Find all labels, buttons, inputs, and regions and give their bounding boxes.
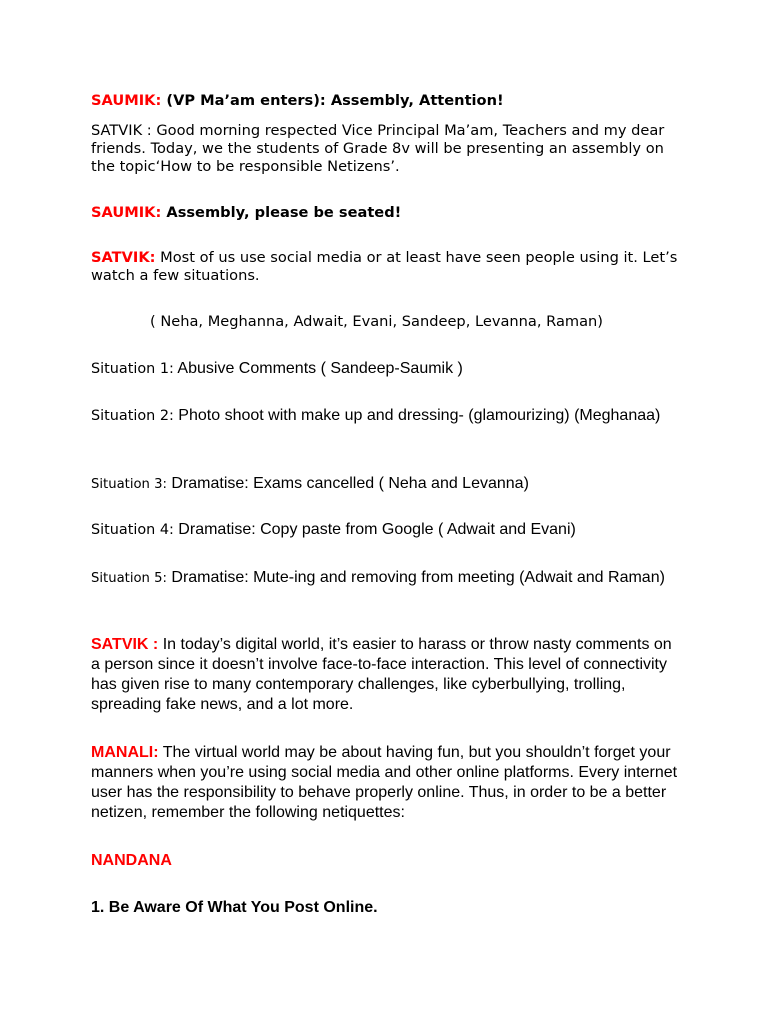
line-text: SATVIK : Good morning respected Vice Principal Ma’am, Teachers and my dear friends. Today, we the students of Grade 8v will be presenting an assembly on the topic‘How to be responsible Netizens’.: [91, 122, 665, 175]
situation-label: Situation 3:: [91, 477, 167, 492]
situation-label: Situation 4:: [91, 522, 174, 538]
situation-text: Abusive Comments ( Sandeep-Saumik ): [173, 360, 463, 377]
situation-text: Photo shoot with make up and dressing- (glamourizing) (Meghanaa): [173, 407, 661, 424]
speaker-label: SATVIK :: [91, 636, 159, 653]
situation-1: [91, 359, 681, 379]
line-satvik-greeting: [91, 122, 681, 176]
line-cast-list: [150, 313, 740, 331]
line-text: Assembly, please be seated!: [161, 204, 402, 221]
situation-text: Dramatise: Mute-ing and removing from meeting (Adwait and Raman): [166, 569, 665, 586]
situation-text: Dramatise: Copy paste from Google ( Adwait and Evani): [173, 521, 576, 538]
line-satvik-social-media: [91, 249, 681, 285]
speech-text: In today’s digital world, it’s easier to harass or throw nasty comments on a person since it doesn’t involve face-to-face interaction. This level of connectivity has given rise to many contemporary challenges, like cyberbullying, trolling, spreading fake news, and a lot more.: [91, 636, 672, 713]
situation-label: Situation 2:: [91, 408, 174, 424]
situation-label: Situation 5:: [91, 571, 167, 586]
situation-3: [91, 474, 681, 495]
speech-nandana: [91, 851, 681, 871]
speech-text: The virtual world may be about having fun, but you shouldn’t forget your manners when you’re using social media and other online platforms. Every internet user has the responsibility to behave properly online. Thus, in order to be a better netizen, remember the following netiquettes:: [91, 744, 678, 821]
line-saumik-attention: [91, 92, 681, 110]
line-text: ( Neha, Meghanna, Adwait, Evani, Sandeep, Levanna, Raman): [150, 313, 603, 330]
line-text: Most of us use social media or at least have seen people using it. Let’s watch a few situations.: [91, 249, 678, 284]
speech-manali: [91, 743, 681, 823]
situation-text: Dramatise: Exams cancelled ( Neha and Levanna): [166, 475, 529, 492]
line-saumik-seated: [91, 204, 681, 222]
situation-5: [91, 568, 681, 589]
speech-satvik: [91, 635, 681, 715]
speaker-label: SAUMIK:: [91, 92, 162, 109]
situation-label: Situation 1:: [91, 361, 174, 377]
netiquette-heading: 1. Be Aware Of What You Post Online.: [91, 899, 378, 916]
speaker-label: NANDANA: [91, 852, 172, 869]
situation-2: [91, 406, 681, 426]
speaker-label: SATVIK:: [91, 249, 156, 266]
line-text: (VP Ma’am enters): Assembly, Attention!: [161, 92, 504, 109]
speaker-label: MANALI:: [91, 744, 159, 761]
speaker-label: SAUMIK:: [91, 204, 162, 221]
situation-4: [91, 520, 681, 540]
